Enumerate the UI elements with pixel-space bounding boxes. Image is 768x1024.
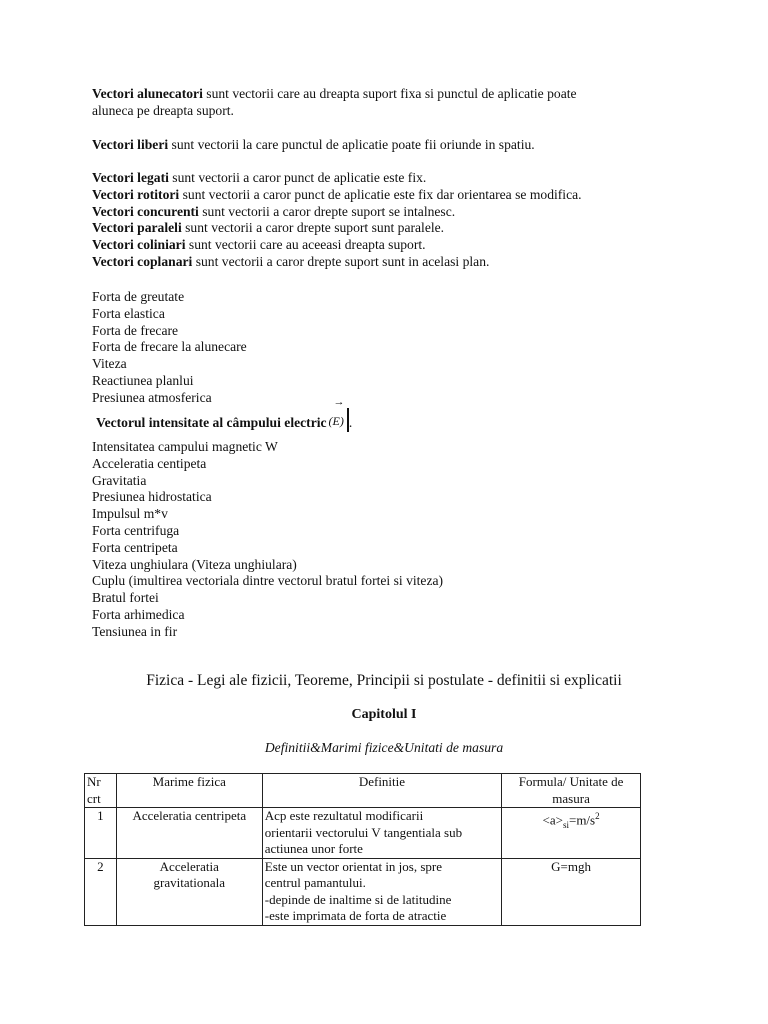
list-item: Forta elastica [92,305,165,321]
vector-symbol: E [332,414,340,428]
vector-type-line [92,187,672,204]
term: Vectori liberi [92,137,169,152]
header-formula-line1: Formula/ Unitate de [518,774,624,789]
list-item: Forta centrifuga [92,522,180,538]
term: Vectori paraleli [92,220,182,236]
term: Vectori legati [92,170,169,185]
vector-type-line [92,237,672,254]
def-line: -depinde de inaltime si de latitudine [264,891,452,907]
list-item: Viteza [92,356,127,372]
definition-text: sunt vectorii a caror drepte suport sunt in acelasi plan. [192,253,490,269]
list-item: Presiunea atmosferica [92,389,212,405]
definition-text: sunt vectorii a caror drepte suport sunt paralele. [181,220,445,236]
definition-text: sunt vectorii la care punctul de aplicatie poate fii oriunde in spatiu. [168,137,535,152]
table-row [85,858,641,925]
definition-text: sunt vectorii a caror drepte suport se intalnesc. [198,203,456,219]
vector-types-list [92,170,672,271]
list-item: Forta de frecare la alunecare [92,339,247,355]
vector-type-line [92,220,672,237]
vector-quantities-list-1 [92,289,672,407]
header-formula-line2: masura [552,790,590,806]
definition-text-cont: aluneca pe dreapta suport. [92,102,234,118]
definition-text: sunt vectorii care au aceeasi dreapta suport. [185,237,426,253]
list-item: Tensiunea in fir [92,623,178,639]
vector-type-line [92,254,672,271]
definition-text: sunt vectorii a caror punct de aplicatie este fix dar orientarea se modifica. [179,186,582,202]
vector-heading-label: Vectorul intensitate al câmpului electric [96,415,327,430]
vector-type-line [92,170,672,187]
list-item: Bratul fortei [92,590,159,606]
trailing-dot: . [348,415,353,430]
table-row [85,808,641,859]
row-formula: G=mgh [502,858,641,925]
vector-e-symbol [328,396,349,432]
table-header-row [85,774,641,808]
cursor-bar [347,408,349,432]
term: Vectori coplanari [92,253,193,269]
document-title: Fizica - Legi ale fizicii, Teoreme, Principii si postulate - definitii si explicatii [146,672,622,689]
def-line: Acp este rezultatul modificarii [264,808,424,823]
list-item: Reactiunea planlui [92,372,194,388]
paren-open: ( [328,414,333,428]
chapter-heading: Capitolul I [351,707,417,722]
section-subtitle: Definitii&Marimi fizice&Unitati de masura [264,740,504,755]
header-definitie: Definitie [262,774,501,808]
list-item: Forta de greutate [92,289,185,304]
list-item: Presiunea hidrostatica [92,489,212,505]
header-crt: crt [87,790,101,806]
def-line: -este imprimata de forta de atractie [264,908,447,923]
term: Vectori concurenti [92,203,199,219]
formula-pre: <a> [542,812,563,828]
definition-alunecatori [92,86,672,120]
row-number: 2 [85,858,117,925]
def-line: Este un vector orientat in jos, spre [264,858,443,874]
term: Vectori alunecatori [92,86,203,101]
formula-sub: si [562,819,569,830]
term: Vectori coliniari [92,237,186,253]
header-formula [502,774,641,808]
list-item: Cuplu (imultirea vectoriala dintre vectorul bratul fortei si viteza) [92,573,444,589]
def-line: actiunea unor forte [264,841,363,856]
list-item: Gravitatia [92,472,147,488]
list-item: Viteza unghiulara (Viteza unghiulara) [92,556,297,572]
list-item: Forta de frecare [92,322,179,338]
row-marime: Acceleratia centripeta [116,808,262,859]
def-line: orientarii vectorului V tangentiala sub [264,824,463,840]
formula-mid: =m/s [568,812,596,828]
row-definitie [262,858,501,925]
list-item: Impulsul m*v [92,506,168,522]
paren-close: ) [339,414,344,428]
row-marime [116,858,262,925]
list-item: Forta arhimedica [92,606,185,622]
marime-line: Acceleratia [159,858,219,874]
vector-type-line [92,204,672,221]
vector-quantities-list-2 [92,439,672,641]
term: Vectori rotitori [92,186,180,202]
formula-sup: 2 [595,811,600,821]
marime-line: gravitationala [153,875,225,890]
definition-text: sunt vectorii a caror punct de aplicatie este fix. [168,170,427,185]
definition-text: sunt vectorii care au dreapta suport fixa si punctul de aplicatie poate [202,86,577,101]
row-definitie [262,808,501,859]
list-item: Acceleratia centipeta [92,455,207,471]
row-number: 1 [85,808,117,859]
list-item: Intensitatea campului magnetic W [92,439,278,454]
header-nr: Nr [87,774,101,789]
header-marime-fizica: Marime fizica [116,774,262,808]
row-formula [502,808,641,859]
list-item: Forta centripeta [92,539,178,555]
definitions-table [84,773,641,926]
vector-arrow-icon: → [333,396,345,408]
header-nr-crt [85,774,117,808]
definition-liberi [92,137,672,154]
def-line: centrul pamantului. [264,875,366,890]
